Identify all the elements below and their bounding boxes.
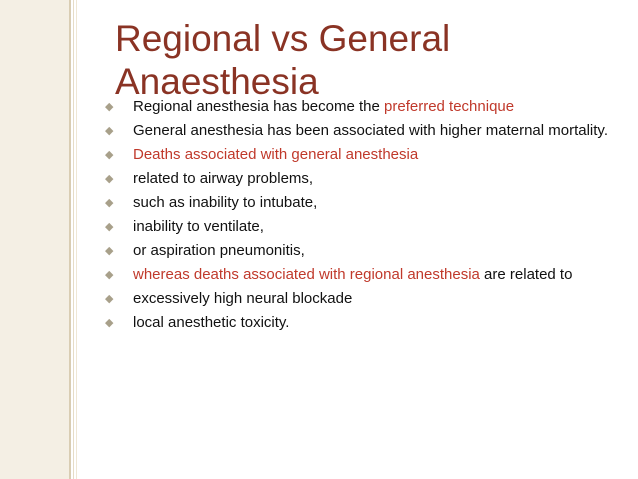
left-border-line — [69, 0, 71, 479]
bullet-text: inability to ventilate, — [133, 218, 264, 235]
bullet-marker-icon: ◆ — [105, 197, 114, 209]
bullet-text: Regional anesthesia has become the — [133, 98, 385, 115]
slide-title-line1: Regional vs General — [115, 18, 451, 59]
bullet-item — [105, 193, 625, 213]
bullet-marker-icon: ◆ — [105, 269, 114, 281]
bullet-marker-icon: ◆ — [105, 101, 114, 113]
bullet-item — [105, 265, 625, 285]
bullet-text: are related to — [479, 266, 573, 283]
slide-title-line2: Anaesthesia — [115, 61, 319, 102]
slide-title — [115, 17, 615, 103]
bullet-marker-icon: ◆ — [105, 245, 114, 257]
bullet-marker-icon: ◆ — [105, 125, 114, 137]
bullet-item — [105, 289, 625, 309]
bullet-list — [105, 97, 625, 337]
bullet-item — [105, 145, 625, 165]
bullet-highlight-text: preferred technique — [384, 98, 515, 115]
bullet-item — [105, 241, 625, 261]
bullet-text: excessively high neural blockade — [133, 290, 353, 307]
bullet-marker-icon: ◆ — [105, 221, 114, 233]
bullet-item — [105, 121, 625, 141]
bullet-highlight-text: Deaths associated with general anesthesia — [133, 146, 419, 163]
bullet-marker-icon: ◆ — [105, 149, 114, 161]
bullet-text: such as inability to intubate, — [133, 194, 318, 211]
bullet-item — [105, 313, 625, 333]
bullet-marker-icon: ◆ — [105, 173, 114, 185]
bullet-text: local anesthetic toxicity. — [133, 314, 290, 331]
bullet-item — [105, 217, 625, 237]
left-decorative-band — [0, 0, 69, 479]
bullet-item — [105, 97, 625, 117]
bullet-item — [105, 169, 625, 189]
bullet-marker-icon: ◆ — [105, 317, 114, 329]
left-border-line — [76, 0, 77, 479]
bullet-text: General anesthesia has been associated with higher maternal mortality. — [133, 122, 608, 139]
bullet-text: or aspiration pneumonitis, — [133, 242, 305, 259]
bullet-highlight-text: whereas deaths associated with regional anesthesia — [133, 266, 480, 283]
bullet-text: related to airway problems, — [133, 170, 314, 187]
bullet-marker-icon: ◆ — [105, 293, 114, 305]
left-border-line — [73, 0, 74, 479]
